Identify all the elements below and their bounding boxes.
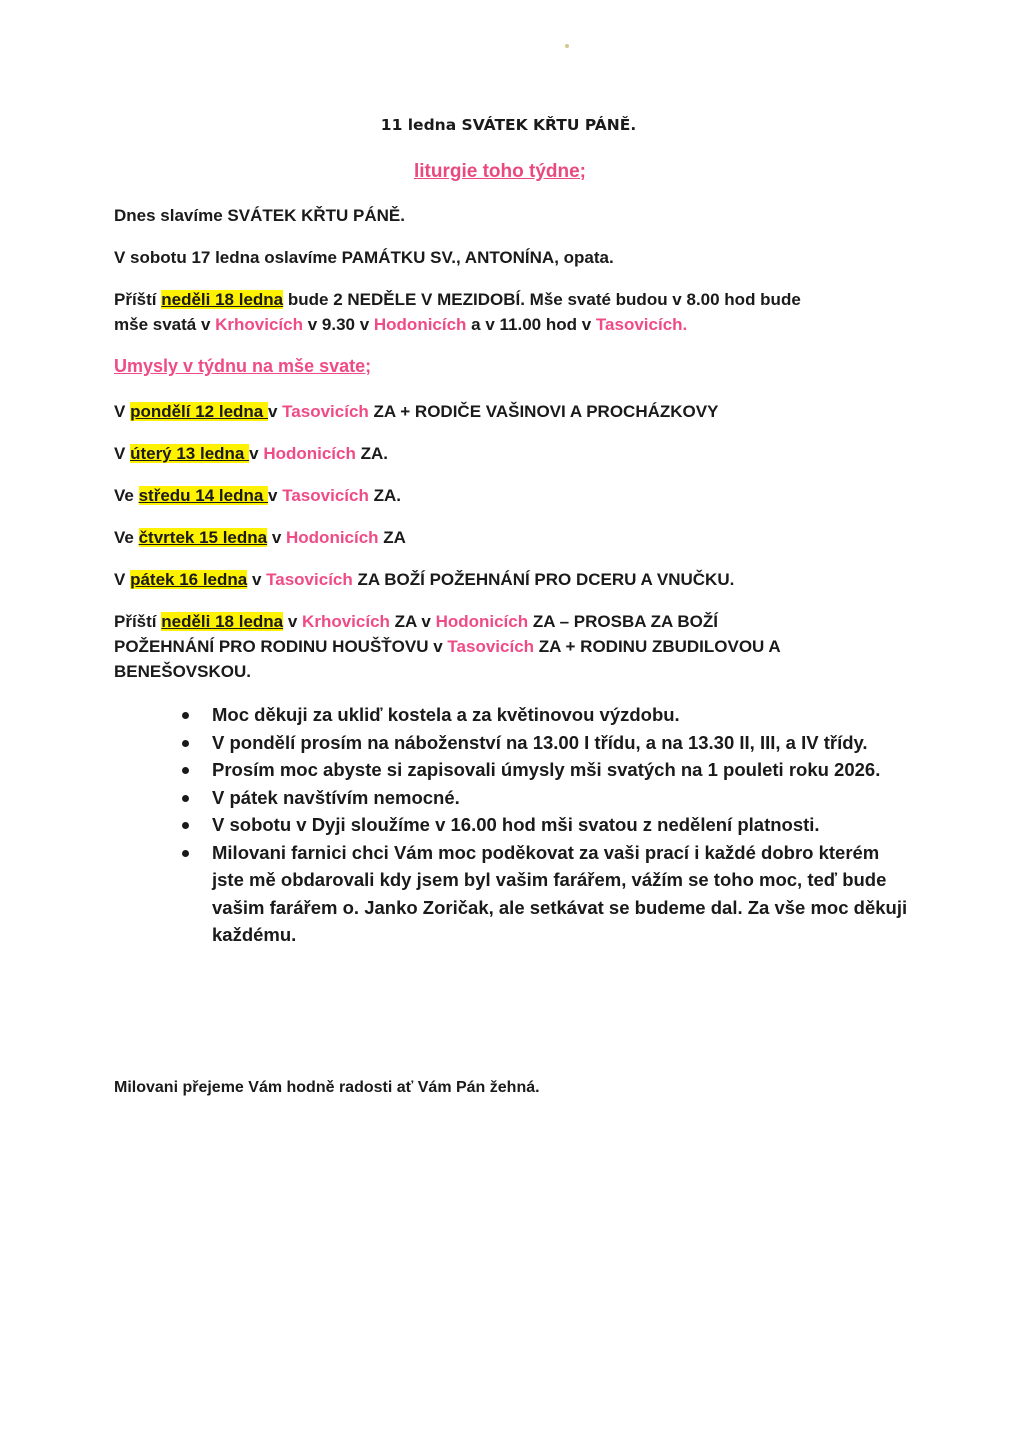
date-highlight: pátek 16 ledna xyxy=(130,570,248,589)
text: ZA BOŽÍ POŽEHNÁNÍ PRO DCERU A VNUČKU. xyxy=(352,570,735,589)
page-title: 11 ledna SVÁTEK KŘTU PÁNĚ. xyxy=(380,116,637,134)
saturday-memorial: V sobotu 17 ledna oslavíme PAMÁTKU SV., ANTONÍNA, opata. xyxy=(114,248,614,267)
today-feast: Dnes slavíme SVÁTEK KŘTU PÁNĚ. xyxy=(114,206,405,225)
place-name: Tasovicích. xyxy=(595,315,688,334)
text: a v 11.00 hod v xyxy=(466,315,596,334)
text: BENEŠOVSKOU. xyxy=(114,662,251,681)
text: bude 2 NEDĚLE V MEZIDOBÍ. Mše svaté budou v 8.00 hod bude xyxy=(283,290,801,309)
text: Příští xyxy=(114,290,162,309)
list-item: Prosím moc abyste si zapisovali úmysly mši svatých na 1 pouleti roku 2026. xyxy=(178,756,908,784)
text: ZA – PROSBA ZA BOŽÍ xyxy=(528,612,718,631)
liturgy-subtitle: liturgie toho týdne; xyxy=(413,161,587,182)
list-item: Moc děkuji za ukliď kostela a za květinovou výzdobu. xyxy=(178,701,908,729)
text: Ve xyxy=(114,486,139,505)
place-name: Tasovicích xyxy=(447,637,535,656)
scan-speck xyxy=(565,44,569,48)
text: ZA. xyxy=(368,486,401,505)
date-highlight: úterý 13 ledna xyxy=(130,444,250,463)
place-name: Hodonicích xyxy=(373,315,467,334)
text: v 9.30 v xyxy=(303,315,374,334)
text: V xyxy=(114,402,131,421)
date-highlight: středu 14 ledna xyxy=(138,486,269,505)
place-name: Tasovicích xyxy=(266,570,353,589)
text: V xyxy=(114,570,131,589)
list-item: V pátek navštívím nemocné. xyxy=(178,784,908,812)
place-name: Hodonicích xyxy=(263,444,356,463)
intention-line xyxy=(114,525,904,550)
date-highlight: neděli 18 ledna xyxy=(161,612,284,631)
text: ZA. xyxy=(355,444,388,463)
date-highlight: čtvrtek 15 ledna xyxy=(138,528,268,547)
list-item: V pondělí prosím na náboženství na 13.00 I třídu, a na 13.30 II, III, a IV třídy. xyxy=(178,729,908,757)
announcements-list xyxy=(178,701,908,949)
place-name: Hodonicích xyxy=(435,612,529,631)
next-sunday-masses xyxy=(114,287,904,337)
place-name: Hodonicích xyxy=(286,528,379,547)
text: ZA + RODINU ZBUDILOVOU A xyxy=(534,637,781,656)
text: POŽEHNÁNÍ PRO RODINU HOUŠŤOVU v xyxy=(114,637,448,656)
text: v xyxy=(247,570,267,589)
intention-line xyxy=(114,567,904,592)
date-highlight: neděli 18 ledna xyxy=(161,290,284,309)
list-item: Milovani farnici chci Vám moc poděkovat za vaši prací i každé dobro kterém jste mě obdarovali kdy jsem byl vašim farářem, vážím se toho moc, teď bude vašim farářem o. Janko Zoričak, ale setkávat se budeme dal. Za vše moc děkuji každému. xyxy=(178,839,908,949)
sunday-intentions xyxy=(114,609,904,684)
place-name: Tasovicích xyxy=(282,486,369,505)
text: V xyxy=(114,444,131,463)
text: v xyxy=(267,402,283,421)
intentions-heading: Umysly v týdnu na mše svate; xyxy=(114,356,372,376)
text: v xyxy=(283,612,303,631)
intention-line xyxy=(114,441,904,466)
date-highlight: pondělí 12 ledna xyxy=(130,402,268,421)
text: ZA v xyxy=(389,612,436,631)
text: v xyxy=(267,528,287,547)
intention-line xyxy=(114,399,904,424)
closing-blessing: Milovani přejeme Vám hodně radosti ať Vám Pán žehná. xyxy=(114,1079,540,1096)
text: Ve xyxy=(114,528,139,547)
text: Příští xyxy=(114,612,162,631)
text: v xyxy=(249,444,264,463)
place-name: Krhovicích xyxy=(302,612,390,631)
text: v xyxy=(268,486,283,505)
place-name: Krhovicích xyxy=(215,315,303,334)
text: ZA + RODIČE VAŠINOVI A PROCHÁZKOVY xyxy=(368,402,719,421)
intention-line xyxy=(114,483,904,508)
list-item: V sobotu v Dyji sloužíme v 16.00 hod mši svatou z nedělení platnosti. xyxy=(178,811,908,839)
place-name: Tasovicích xyxy=(282,402,369,421)
text: ZA xyxy=(378,528,406,547)
text: mše svatá v xyxy=(114,315,216,334)
